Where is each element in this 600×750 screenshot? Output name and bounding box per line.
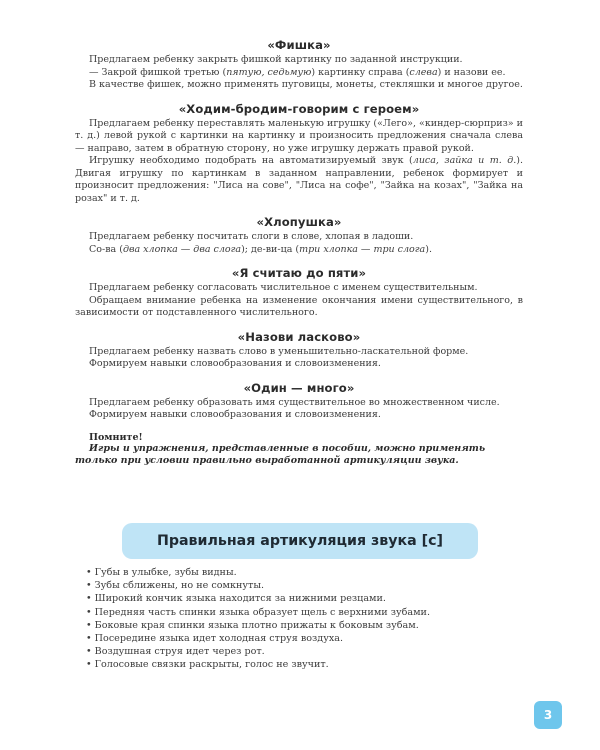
- list-item: • Воздушная струя идет через рот.: [86, 645, 526, 658]
- section-title-khodim: «Ходим-бродим-говорим с героем»: [178, 101, 420, 116]
- khlopushka-paragraph-2: Со-ва (два хлопка — два слога); де-ви-ца (три хлопка — три слога).: [89, 243, 432, 255]
- fishka-paragraph-2: — Закрой фишкой третью (пятую, седьмую) картинку справа (слева) и назови ее.: [89, 66, 506, 78]
- fishka-paragraph-1: Предлагаем ребенку закрыть фишкой картинку по заданной инструкции.: [89, 54, 463, 65]
- fishka-paragraph-3: В качестве фишек, можно применять пуговицы, монеты, стекляшки и многое другое.: [89, 79, 523, 90]
- khodim-paragraph-2: Игрушку необходимо подобрать на автоматизируемый звук (лиса, зайка и т. д.). Двигая игрушку по картинкам в заданном направлении, ребенок формирует и произносит предложения: "Лиса на сове", "Лиса на софе", "Зайка на козах", "Зайка на розах" и т. д.: [75, 155, 523, 204]
- section-title-schitayu: «Я считаю до пяти»: [231, 266, 367, 280]
- laskovo-paragraph-2: Формируем навыки словообразования и словоизменения.: [89, 358, 381, 369]
- khodim-paragraph-1: Предлагаем ребенку переставлять маленькую игрушку («Лего», «киндер-сюрприз» и т. д.) левой рукой с картинки на картинку и произносить предложения сначала слева — направо, затем в обратную сторону, но уже игрушку держать правой рукой.: [75, 117, 523, 154]
- list-item: • Голосовые связки раскрыты, голос не звучит.: [86, 658, 526, 671]
- section-title-laskovo: «Назови ласково»: [237, 329, 361, 344]
- list-item: • Широкий кончик языка находится за нижними резцами.: [86, 592, 526, 605]
- list-item: • Боковые края спинки языка плотно прижаты к боковым зубам.: [86, 619, 526, 632]
- section-title-khlopushka: «Хлопушка»: [256, 215, 342, 229]
- schitayu-paragraph-2: Обращаем внимание ребенка на изменение окончания имени существительного, в зависимости от подставленного числительного.: [75, 294, 523, 318]
- laskovo-paragraph-1: Предлагаем ребенку назвать слово в уменьшительно-ласкательной форме.: [89, 345, 469, 357]
- list-item: • Посередине языка идет холодная струя воздуха.: [86, 632, 526, 645]
- list-item: • Губы в улыбке, зубы видны.: [86, 566, 526, 579]
- odin-mnogo-paragraph-2: Формируем навыки словообразования и словоизменения.: [89, 409, 381, 420]
- remember-text: Игры и упражнения, представленные в пособии, можно применять только при условии правильно выработанной артикуляции звука.: [75, 442, 486, 466]
- remember-title: Помните!: [89, 431, 143, 443]
- page-number-badge: 3: [534, 701, 562, 729]
- odin-mnogo-paragraph-1: Предлагаем ребенку образовать имя существительное во множественном числе.: [89, 396, 500, 408]
- list-item: • Зубы сближены, но не сомкнуты.: [86, 579, 526, 592]
- games-content: [75, 38, 523, 468]
- banner-title: Правильная артикуляция звука [с]: [156, 533, 444, 549]
- section-title-fishka: «Фишка»: [267, 38, 331, 52]
- schitayu-paragraph-1: Предлагаем ребенку согласовать числительное с именем существительным.: [89, 282, 478, 293]
- section-title-odin-mnogo: «Один — много»: [243, 380, 355, 395]
- khlopushka-paragraph-1: Предлагаем ребенку посчитать слоги в слове, хлопая в ладоши.: [89, 231, 414, 242]
- list-item: • Передняя часть спинки языка образует щель с верхними зубами.: [86, 606, 526, 619]
- articulation-list: [86, 566, 526, 672]
- articulation-banner: [122, 523, 478, 559]
